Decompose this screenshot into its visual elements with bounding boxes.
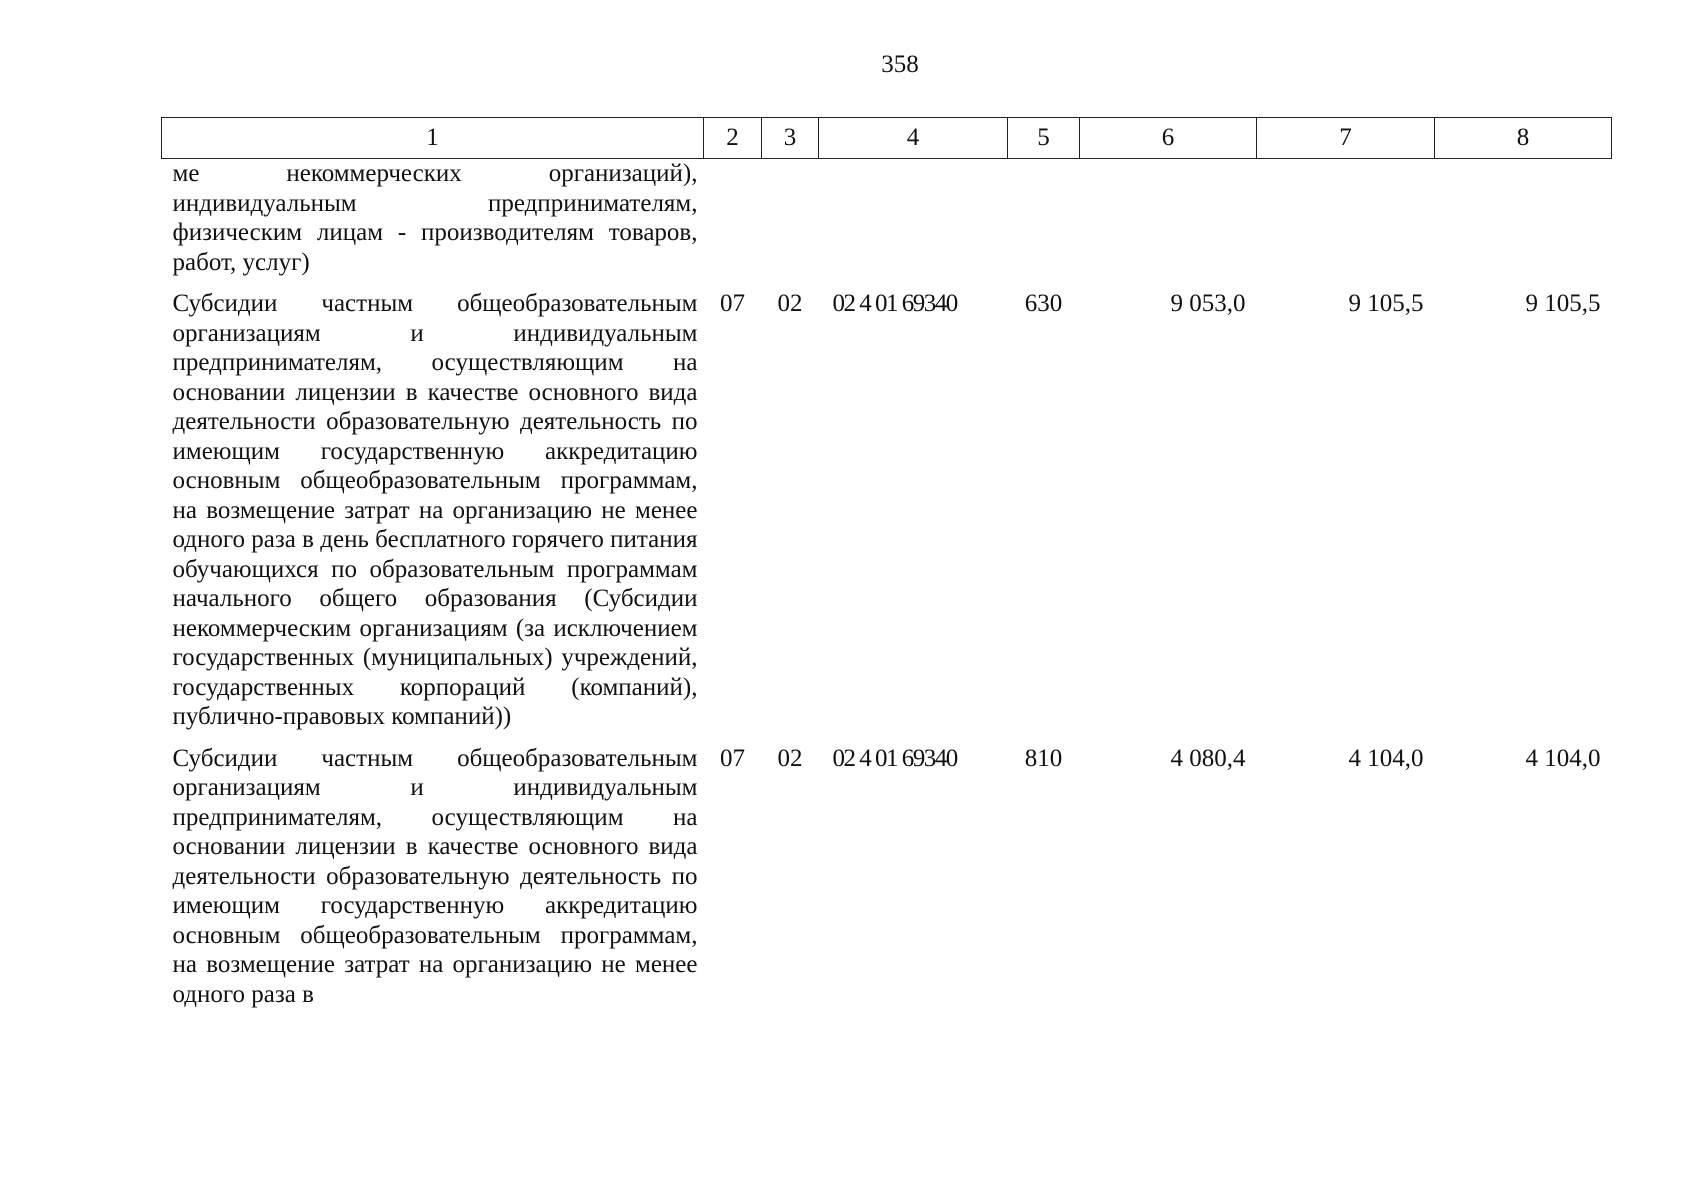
table-row [162,287,1612,742]
subsection-code: 02 [777,290,803,317]
column-header-7: 7 [1257,118,1435,159]
expense-type-code: 630 [1024,290,1063,317]
table-row [162,742,1612,1020]
section-code: 07 [720,744,745,772]
header-row [162,118,1612,159]
row-description: ме некоммерческих организаций), индивидуальным предпринимателям, физическим лицам - производителям товаров, работ, услуг) [172,160,698,276]
amount-col-6: 9 053,0 [1170,290,1246,317]
amount-col-8: 4 104,0 [1525,744,1601,772]
column-header-1: 1 [162,118,704,159]
expense-type-code: 810 [1024,744,1063,772]
target-article-code: 02 4 01 69340 [832,290,957,317]
amount-col-6: 4 080,4 [1170,744,1246,772]
row-description: Субсидии частным общеобразовательным организациям и индивидуальным предпринимателям, осуществляющим на основании лицензии в качестве основного вида деятельности образовательную деятельность по имеющим государственную аккредитацию основным общеобразовательным программам, на возмещение затрат на организацию не менее одного раза в [172,744,698,1008]
column-header-3: 3 [762,118,819,159]
amount-col-7: 9 105,5 [1348,290,1424,317]
target-article-code [819,159,1008,288]
subsection-code [762,159,819,288]
column-header-4: 4 [819,118,1008,159]
row-description: Субсидии частным общеобразовательным организациям и индивидуальным предпринимателям, осуществляющим на основании лицензии в качестве основного вида деятельности образовательную деятельность по имеющим государственную аккредитацию основным общеобразовательным программам, на возмещение затрат на организацию не менее одного раза в день бесплатного горячего питания обучающихся по образовательным программам начального общего образования (Субсидии некоммерческим организациям (за исключением государственных (муниципальных) учреждений, государственных корпораций (компаний), публично-правовых компаний)) [172,290,698,730]
amount-col-6 [1080,159,1257,288]
amount-col-7: 4 104,0 [1348,744,1424,772]
expense-type-code [1008,159,1080,288]
amount-col-8: 9 105,5 [1525,290,1601,317]
target-article-code: 02 4 01 69340 [832,744,957,772]
column-header-6: 6 [1080,118,1257,159]
subsection-code: 02 [777,744,803,772]
amount-col-7 [1257,159,1435,288]
amount-col-8 [1435,159,1612,288]
section-code [704,159,762,288]
budget-table [161,117,1612,1019]
column-header-8: 8 [1435,118,1612,159]
page-number: 358 [881,51,919,78]
column-header-5: 5 [1008,118,1080,159]
table-row [162,159,1612,288]
column-header-2: 2 [704,118,762,159]
section-code: 07 [720,290,745,317]
